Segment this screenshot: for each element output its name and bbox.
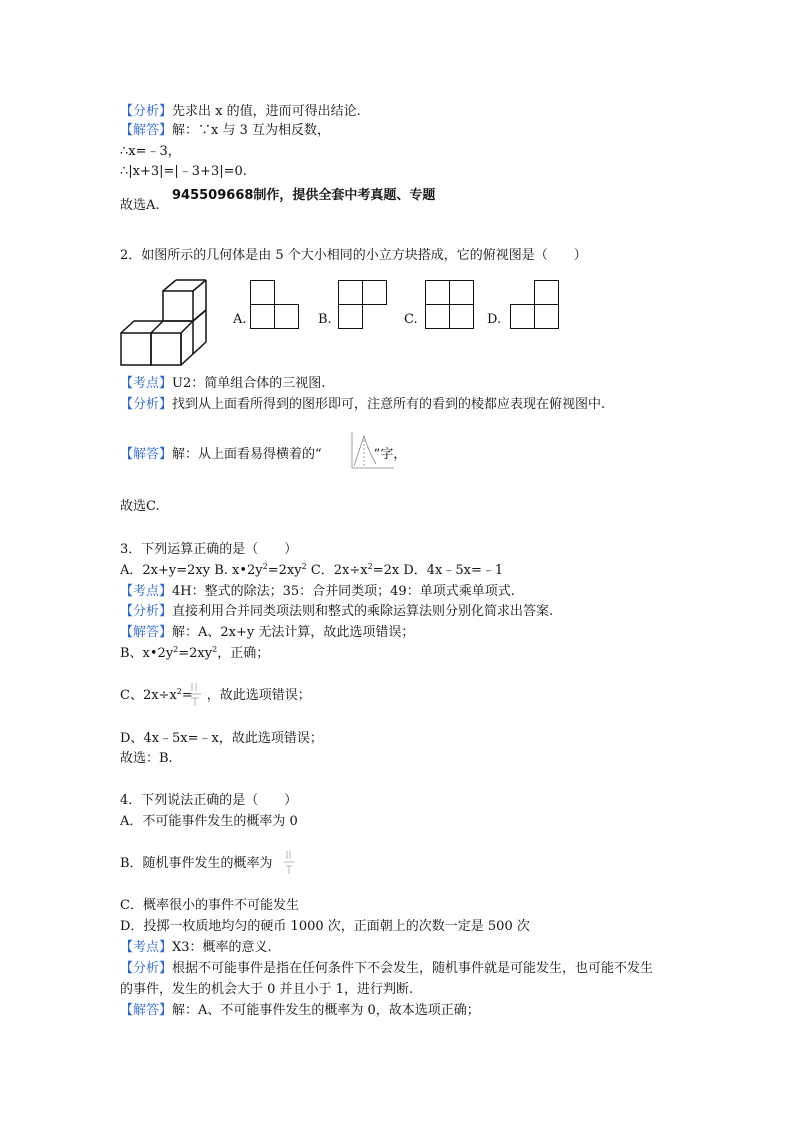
- q3-answer-text: 解：A、2x+y 无法计算，故此选项错误；: [172, 625, 415, 640]
- q1-answer-text: 解：∵x 与 3 互为相反数，: [172, 123, 331, 138]
- q3-answer-line: [120, 624, 414, 642]
- small-fraction-image: [187, 679, 203, 709]
- q3-option-a: A．2x+y=2xy: [120, 563, 211, 578]
- superscript: 2: [262, 562, 268, 571]
- q3-line-c: [120, 687, 311, 705]
- q3-line-c-pre: C、2x÷x: [120, 688, 177, 703]
- q4-analysis-line-2: 的事件，发生的机会大于 0 并且小于 1，进行判断.: [120, 982, 414, 997]
- q4-answer-text: 解：A、不可能事件发生的概率为 0，故本选项正确；: [172, 1003, 480, 1018]
- q3-options-line: [120, 562, 503, 580]
- q3-option-b-pre: B. x•2y: [214, 563, 263, 578]
- q3-line-b-post: ，正确；: [217, 646, 270, 661]
- q1-answer-line: [120, 122, 330, 140]
- q3-option-c: C．2x÷x: [310, 563, 368, 578]
- q4-option-b: [120, 855, 273, 873]
- q2-option-b-label: B.: [318, 312, 332, 327]
- q1-step1: ∴x=﹣3，: [120, 144, 181, 159]
- superscript: 2: [301, 562, 307, 571]
- q3-line-d: D、4x﹣5x=﹣x，故此选项错误；: [120, 731, 323, 746]
- q4-option-a: A．不可能事件发生的概率为 0: [120, 814, 298, 829]
- q2-analysis-text: 找到从上面看所得到的图形即可，注意所有的看到的棱都应表现在俯视图中.: [172, 397, 606, 412]
- analysis-tag: 【分析】: [120, 604, 173, 619]
- point-tag: 【考点】: [120, 940, 173, 955]
- q4-option-c: C．概率很小的事件不可能发生: [120, 898, 299, 913]
- q2-analysis-line: [120, 396, 605, 414]
- small-fraction-image: [282, 847, 296, 877]
- watermark-text: 945509668制作，提供全套中考真题、专题: [172, 188, 436, 203]
- superscript: 2: [212, 645, 218, 654]
- q2-answer-post: ”字，: [373, 447, 407, 462]
- superscript: 2: [176, 687, 182, 696]
- q3-stem: 3．下列运算正确的是（ ）: [120, 542, 298, 557]
- q3-line-b-mid: =2xy: [178, 646, 213, 661]
- q2-option-a-label: A.: [233, 312, 247, 327]
- q3-option-d: D．4x﹣5x=﹣1: [403, 563, 504, 578]
- answer-tag: 【解答】: [120, 447, 173, 462]
- q3-analysis-text: 直接利用合并同类项法则和整式的乘除运算法则分别化简求出答案.: [172, 604, 554, 619]
- q2-option-c-label: C.: [404, 312, 418, 327]
- q2-point-line: [120, 375, 325, 393]
- point-tag: 【考点】: [120, 584, 173, 599]
- q4-option-d: D．投掷一枚质地均匀的硬币 1000 次，正面朝上的次数一定是 500 次: [120, 919, 530, 934]
- q3-point-text: 4H：整式的除法；35：合并同类项；49：单项式乘单项式.: [172, 584, 515, 599]
- q3-line-c-mid: =: [181, 688, 193, 703]
- superscript: 2: [367, 562, 373, 571]
- q1-analysis-line: [120, 103, 361, 121]
- q3-option-b-mid: =2xy: [267, 563, 302, 578]
- q1-analysis-text: 先求出 x 的值，进而可得出结论.: [172, 104, 361, 119]
- q3-option-c-post: =2x: [372, 563, 400, 578]
- q3-point-line: [120, 583, 515, 601]
- q3-final: 故选：B.: [120, 751, 173, 766]
- analysis-tag: 【分析】: [120, 397, 173, 412]
- answer-tag: 【解答】: [120, 1003, 173, 1018]
- q2-final: 故选C.: [120, 499, 160, 514]
- cube-solid-figure: [118, 277, 218, 369]
- q3-line-c-post: ，故此选项错误；: [206, 688, 311, 703]
- q4-stem: 4．下列说法正确的是（ ）: [120, 793, 298, 808]
- point-tag: 【考点】: [120, 376, 173, 391]
- q3-line-b-pre: B、x•2y: [120, 646, 174, 661]
- q4-point-text: X3：概率的意义.: [172, 940, 272, 955]
- q1-final: 故选A.: [120, 198, 160, 213]
- q2-answer-pre: 解：从上面看易得横着的“: [172, 447, 322, 462]
- q3-line-b: [120, 645, 269, 663]
- q2-stem: 2．如图所示的几何体是由 5 个大小相同的小立方块搭成，它的俯视图是（ ）: [120, 248, 587, 263]
- q2-point-text: U2：简单组合体的三视图.: [172, 376, 326, 391]
- q1-step2: ∴|x+3|=|﹣3+3|=0.: [120, 164, 247, 179]
- analysis-tag: 【分析】: [120, 104, 173, 119]
- q4-analysis-text-1: 根据不可能事件是指在任何条件下不会发生，随机事件就是可能发生，也可能不发生: [172, 961, 654, 976]
- answer-tag: 【解答】: [120, 123, 173, 138]
- q4-analysis-line-1: [120, 960, 653, 978]
- q2-option-d-label: D.: [487, 312, 502, 327]
- q3-analysis-line: [120, 603, 553, 621]
- q4-option-b-text: B．随机事件发生的概率为: [120, 856, 273, 871]
- q4-answer-line: [120, 1002, 480, 1020]
- small-graph-image: [342, 428, 396, 472]
- analysis-tag: 【分析】: [120, 961, 173, 976]
- q4-point-line: [120, 939, 272, 957]
- answer-tag: 【解答】: [120, 625, 173, 640]
- superscript: 2: [173, 645, 179, 654]
